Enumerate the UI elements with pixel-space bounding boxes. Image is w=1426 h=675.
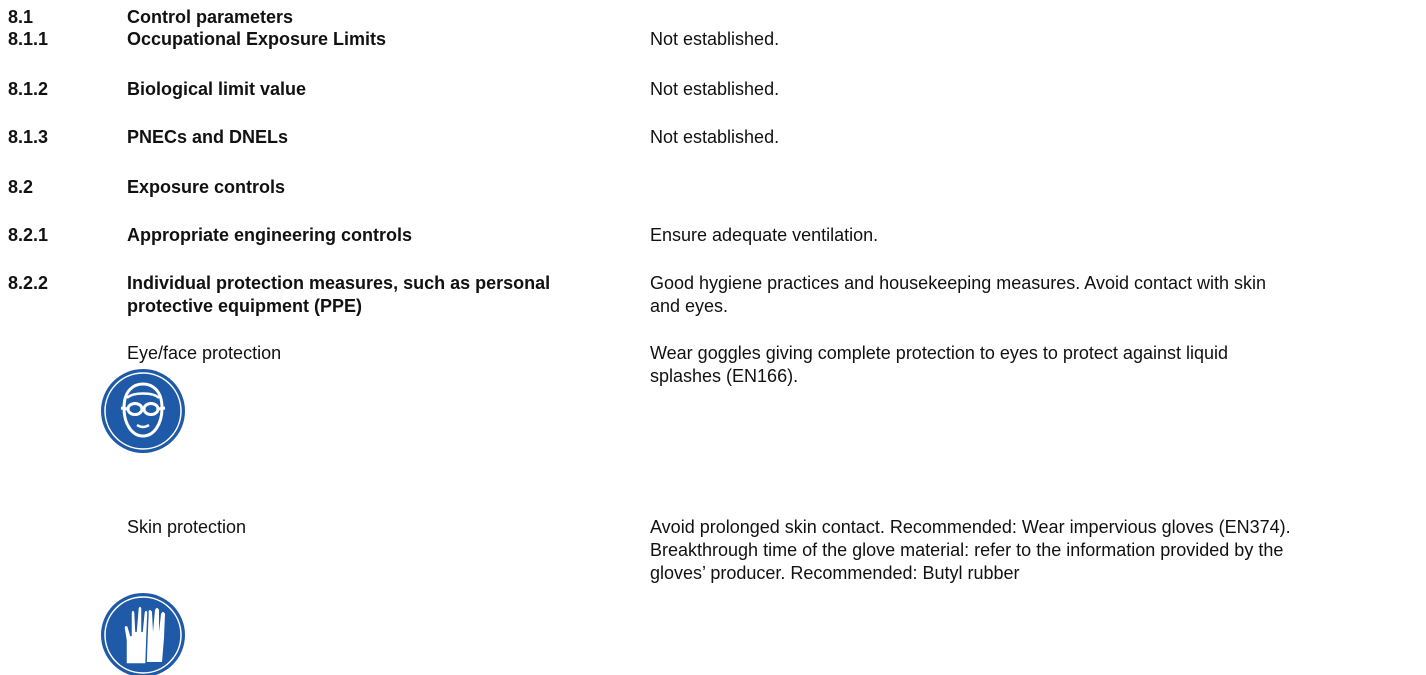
section-number: 8.1 [8, 7, 34, 27]
ppe-value-eye-line-2: splashes (EN166). [650, 366, 799, 386]
ppe-value-skin-line-3: gloves’ producer. Recommended: Butyl rubber [650, 563, 1020, 583]
section-number: 8.1.3 [8, 127, 49, 147]
ppe-value-skin-line-2: Breakthrough time of the glove material: refer to the information provided by the [650, 540, 1284, 560]
section-title: Control parameters [127, 7, 294, 27]
section-value-line-1: Good hygiene practices and housekeeping measures. Avoid contact with skin [650, 273, 1267, 293]
section-title: Biological limit value [127, 79, 307, 99]
section-title-line-2: protective equipment (PPE) [127, 296, 363, 316]
section-number: 8.1.2 [8, 79, 49, 99]
section-value: Not established. [650, 29, 780, 49]
ppe-value-eye-line-1: Wear goggles giving complete protection to eyes to protect against liquid [650, 343, 1229, 363]
section-value-line-2: and eyes. [650, 296, 729, 316]
section-value: Ensure adequate ventilation. [650, 225, 879, 245]
section-number: 8.2 [8, 177, 34, 197]
section-title-line-1: Individual protection measures, such as personal [127, 273, 551, 293]
section-title: Occupational Exposure Limits [127, 29, 387, 49]
section-number: 8.2.1 [8, 225, 49, 245]
ppe-value-skin-line-1: Avoid prolonged skin contact. Recommended: Wear impervious gloves (EN374). [650, 517, 1291, 537]
section-value: Not established. [650, 79, 780, 99]
section-title: Exposure controls [127, 177, 286, 197]
section-number: 8.2.2 [8, 273, 49, 293]
section-title: PNECs and DNELs [127, 127, 289, 147]
section-value: Not established. [650, 127, 780, 147]
section-title: Appropriate engineering controls [127, 225, 413, 245]
ppe-label-skin: Skin protection [127, 517, 247, 537]
section-number: 8.1.1 [8, 29, 49, 49]
ppe-label-eye: Eye/face protection [127, 343, 282, 363]
gloves-mandatory-icon [100, 592, 186, 675]
goggles-mandatory-icon [100, 368, 186, 454]
